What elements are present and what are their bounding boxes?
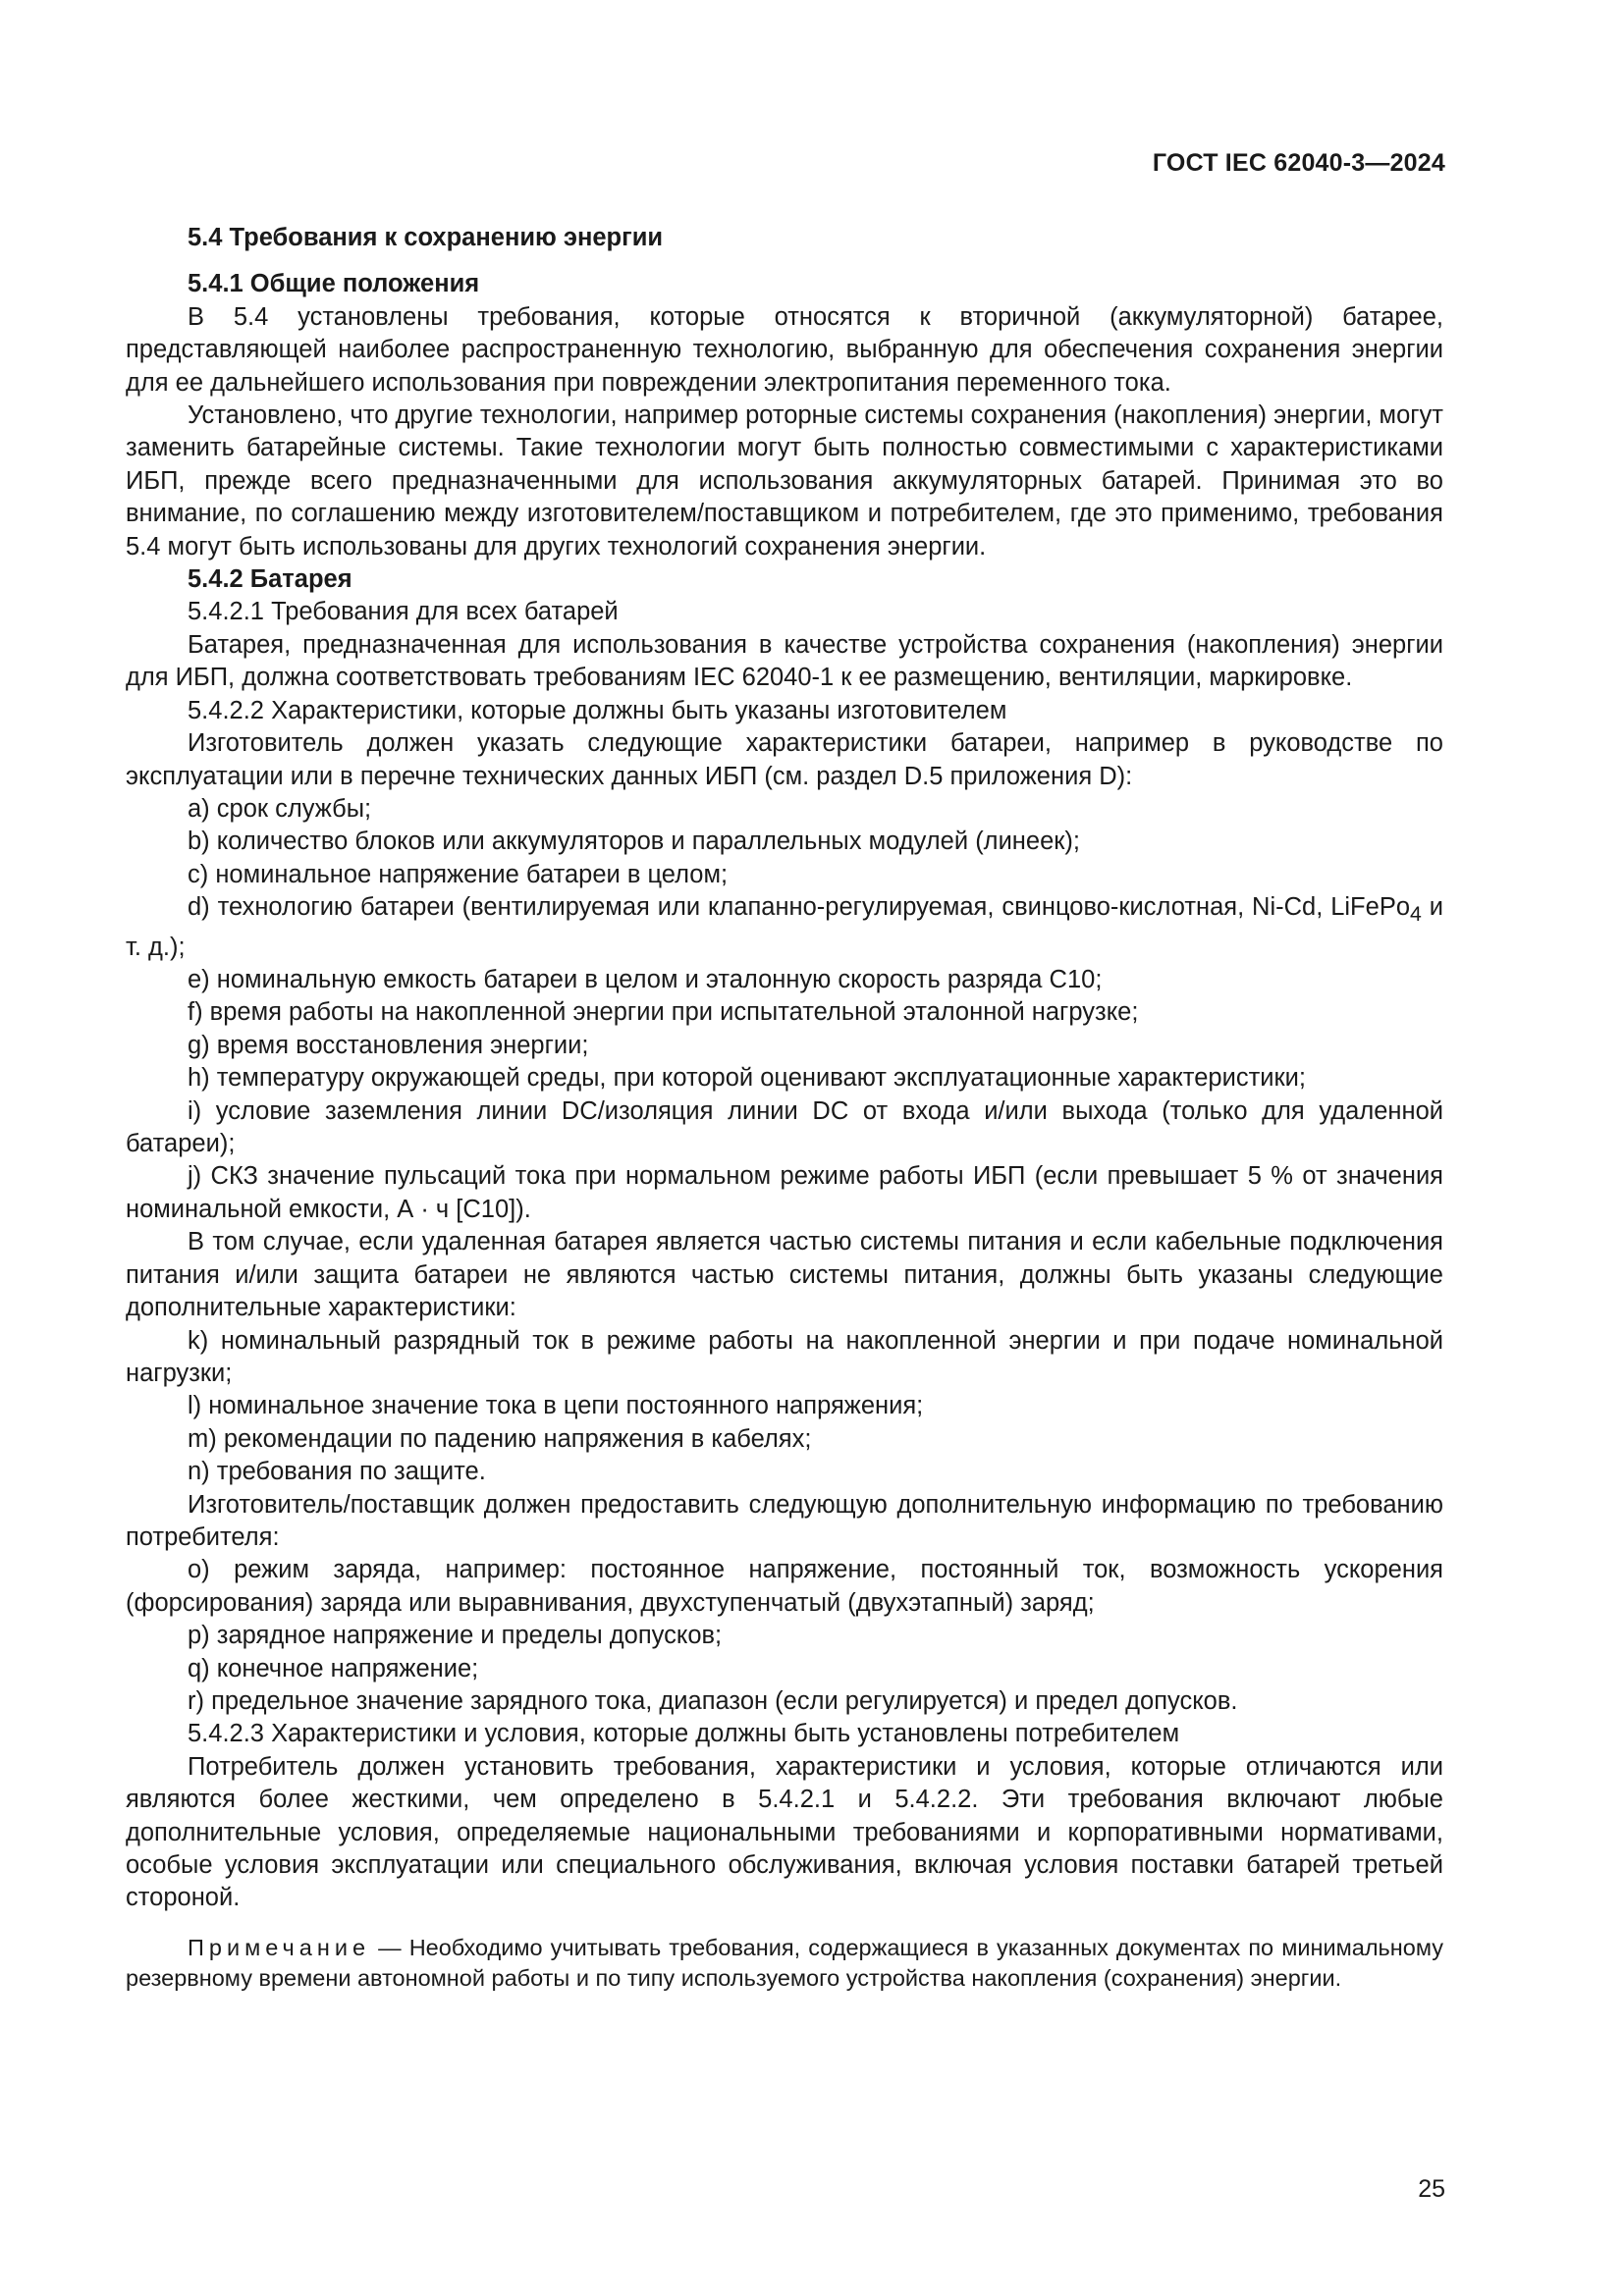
document-body xyxy=(126,222,1443,1994)
subsection-general-title: 5.4.1 Общие положения xyxy=(188,270,480,298)
list-item: j) СКЗ значение пульсаций тока при нормальном режиме работы ИБП (если превышает 5 % от значения номинальной емкости, А · ч [C10]). xyxy=(126,1162,1443,1223)
clause-title: 5.4.2.2 Характеристики, которые должны быть указаны изготовителем xyxy=(188,696,1007,724)
paragraph: Установлено, что другие технологии, например роторные системы сохранения (накопления) энергии, могут заменить батарейные системы. Такие технологии могут быть полностью совместимыми с характеристиками ИБП, прежде всего предназначенными для использования аккумуляторных батарей. Принимая это во внимание, по соглашению между изготовителем/поставщиком и потребителем, где это применимо, требования 5.4 могут быть использованы для других технологий сохранения энергии. xyxy=(126,401,1443,561)
list-item: c) номинальное напряжение батареи в целом; xyxy=(188,860,729,888)
note-label: Примечание xyxy=(188,1934,371,1960)
standard-code: ГОСТ IEC 62040-3—2024 xyxy=(1152,149,1445,177)
list-item: i) условие заземления линии DC/изоляция линии DC от входа и/или выхода (только для удаленной батареи); xyxy=(126,1096,1443,1158)
section-title: 5.4 Требования к сохранению энергии xyxy=(188,224,664,251)
subsection-battery-title: 5.4.2 Батарея xyxy=(188,565,352,594)
page-number: 25 xyxy=(1418,2175,1445,2203)
list-item: o) режим заряда, например: постоянное напряжение, постоянный ток, возможность ускорения (форсирования) заряда или выравнивания, двухступенчатый (двухэтапный) заряд; xyxy=(126,1556,1443,1617)
paragraph: Изготовитель должен указать следующие характеристики батареи, например в руководстве по эксплуатации или в перечне технических данных ИБП (см. раздел D.5 приложения D): xyxy=(126,729,1443,790)
list-item: b) количество блоков или аккумуляторов и параллельных модулей (линеек); xyxy=(188,828,1080,856)
list-item: n) требования по защите. xyxy=(188,1458,486,1486)
list-item: m) рекомендации по падению напряжения в кабелях; xyxy=(188,1424,812,1453)
list-item: e) номинальную емкость батареи в целом и эталонную скорость разряда C10; xyxy=(188,966,1103,994)
clause-title: 5.4.2.3 Характеристики и условия, которые должны быть установлены потребителем xyxy=(188,1720,1180,1748)
paragraph: Батарея, предназначенная для использования в качестве устройства сохранения (накопления) энергии для ИБП, должна соответствовать требованиям IEC 62040-1 к ее размещению, вентиляции, маркировке. xyxy=(126,630,1443,692)
list-item xyxy=(126,891,1443,964)
list-item: g) время восстановления энергии; xyxy=(188,1031,589,1059)
paragraph: Изготовитель/поставщик должен предоставить следующую дополнительную информацию по требованию потребителя: xyxy=(126,1490,1443,1551)
list-item-text: d) технологию батареи (вентилируемая или клапанно-регулируемая, свинцово-кислотная, Ni-Cd, LiFePo xyxy=(188,893,1411,922)
list-item: r) предельное значение зарядного тока, диапазон (если регулируется) и предел допусков. xyxy=(188,1686,1238,1715)
note xyxy=(126,1933,1443,1994)
list-item: q) конечное напряжение; xyxy=(188,1654,479,1682)
list-item: f) время работы на накопленной энергии при испытательной эталонной нагрузке; xyxy=(188,998,1139,1027)
paragraph: Потребитель должен установить требования, характеристики и условия, которые отличаются или являются более жесткими, чем определено в 5.4.2.1 и 5.4.2.2. Эти требования включают любые дополнительные условия, определяемые национальными требованиями и корпоративными нормативами, особые условия эксплуатации или специального обслуживания, включая условия поставки батарей третьей стороной. xyxy=(126,1752,1443,1912)
list-item: a) срок службы; xyxy=(188,794,372,823)
list-item-text: и т. д.); xyxy=(126,893,1443,961)
note-text: — Необходимо учитывать требования, содержащиеся в указанных документах по минимальному резервному времени автономной работы и по типу используемого устройства накопления (сохранения) энергии. xyxy=(126,1934,1443,1991)
list-item: k) номинальный разрядный ток в режиме работы на накопленной энергии и при подаче номинальной нагрузки; xyxy=(126,1326,1443,1387)
paragraph: В 5.4 установлены требования, которые относятся к вторичной (аккумуляторной) батарее, представляющей наиболее распространенную технологию, выбранную для обеспечения сохранения энергии для ее дальнейшего использования при повреждении электропитания переменного тока. xyxy=(126,302,1443,397)
list-item: h) температуру окружающей среды, при которой оценивают эксплуатационные характеристики; xyxy=(188,1064,1306,1093)
list-item: p) зарядное напряжение и пределы допусков; xyxy=(188,1622,723,1650)
list-item: l) номинальное значение тока в цепи постоянного напряжения; xyxy=(188,1392,924,1420)
paragraph: В том случае, если удаленная батарея является частью системы питания и если кабельные подключения питания и/или защита батареи не являются частью системы питания, должны быть указаны следующие дополнительные характеристики: xyxy=(126,1228,1443,1322)
clause-title: 5.4.2.1 Требования для всех батарей xyxy=(188,598,619,626)
subscript: 4 xyxy=(1410,902,1422,927)
